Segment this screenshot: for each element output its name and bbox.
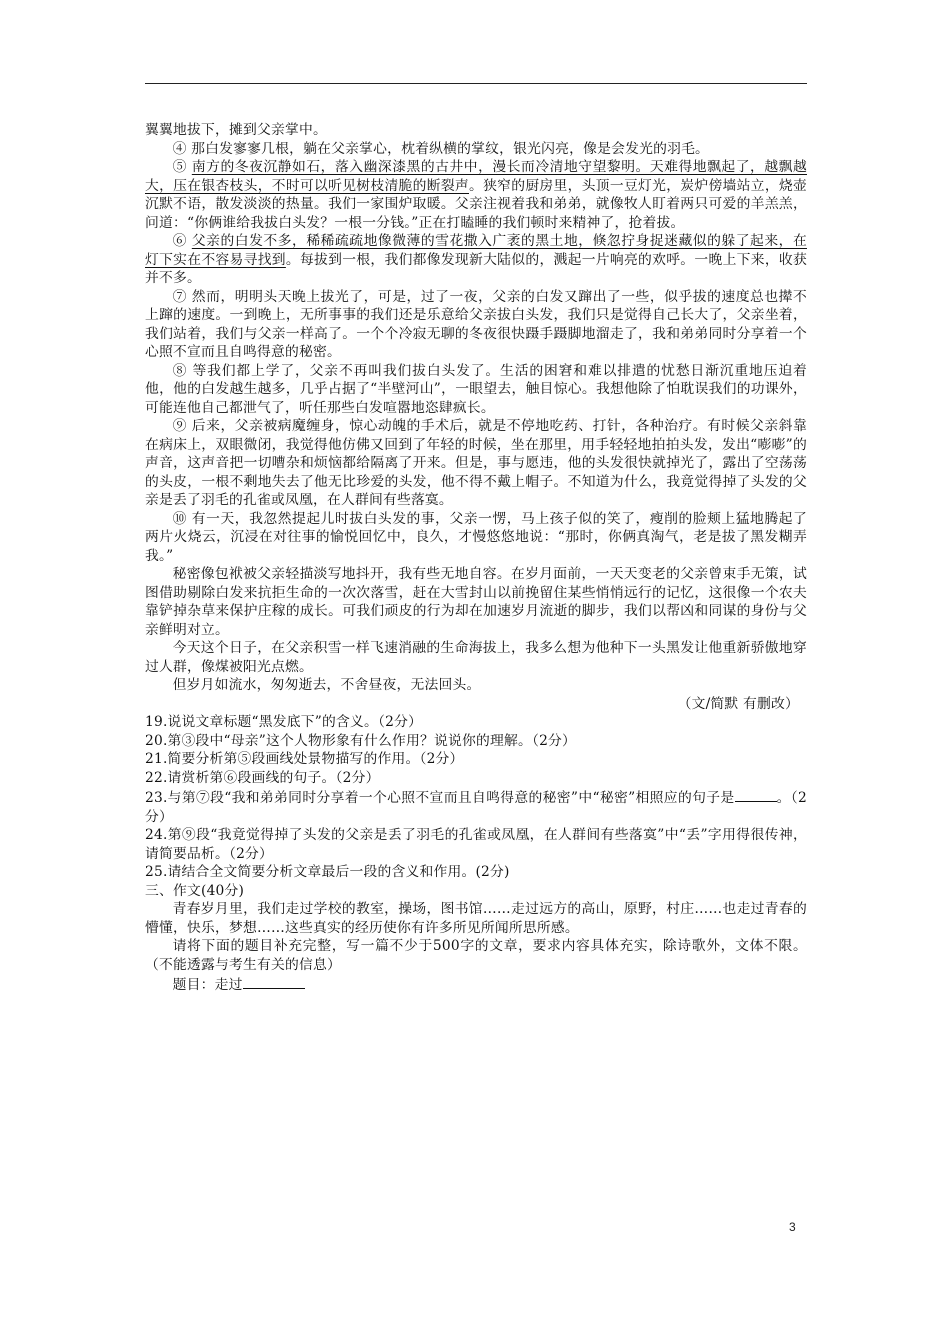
paragraph-text: 。每拔到一根，我们都像发现新大陆似的，溅起一片响亮的欢呼。一晚上下来，收获并不多。 bbox=[145, 251, 807, 286]
question-score: 。（2分） bbox=[145, 790, 807, 825]
passage-paragraph-12: 今天这个日子，在父亲积雪一样飞速消融的生命海拔上，我多么想为他种下一头黑发让他重新骄傲地穿过人群，像煤被阳光点燃。 bbox=[145, 640, 807, 675]
header-rule bbox=[145, 83, 807, 84]
page-number: 3 bbox=[789, 1220, 796, 1234]
question-24: 24.第⑨段“我竟觉得掉了头发的父亲是丢了羽毛的孔雀或凤凰，在人群间有些落寞”中“丢”字用得很传神，请简要品析。（2分） bbox=[145, 827, 807, 862]
passage-paragraph-8: ⑧ 等我们都上学了，父亲不再叫我们拔白头发了。生活的困窘和难以排遣的忧愁日渐沉重地压迫着他，他的白发越生越多，几乎占据了“半壁河山”，一眼望去，触目惊心。我想他除了怕耽误我们的功课外，可能连他自己都泄气了，听任那些白发喧嚣地恣肆疯长。 bbox=[145, 362, 807, 416]
passage-paragraph-11: 秘密像包袱被父亲轻描淡写地抖开，我有些无地自容。在岁月面前，一天天变老的父亲曾束手无策，试图借助剔除白发来抗拒生命的一次次落雪，赶在大雪封山以前挽留住某些悄悄远行的记忆，这很像一个农夫靠铲掉杂草来保护庄稼的成长。可我们顽皮的行为却在加速岁月流逝的脚步，我们以帮凶和同谋的身份与父亲鲜明对立。 bbox=[145, 566, 807, 638]
passage-paragraph-6 bbox=[145, 232, 807, 288]
question-22: 22.请赏析第⑥段画线的句子。（2分） bbox=[145, 769, 380, 786]
paragraph-number: ⑥ bbox=[172, 233, 192, 249]
question-19: 19.说说文章标题“黑发底下”的含义。（2分） bbox=[145, 714, 423, 730]
question-23 bbox=[145, 787, 807, 826]
composition-requirements: 请将下面的题目补充完整，写一篇不少于500字的文章，要求内容具体充实，除诗歌外，文体不限。（不能透露与考生有关的信息） bbox=[145, 938, 807, 973]
question-text: 23.与第⑦段“我和弟弟同时分享着一个心照不宣而且自鸣得意的秘密”中“秘密”相照应的句子是 bbox=[145, 790, 735, 806]
question-20: 20.第③段中“母亲”这个人物形象有什么作用？说说你的理解。（2分） bbox=[145, 732, 577, 749]
composition-title bbox=[145, 974, 807, 995]
title-blank bbox=[243, 974, 305, 989]
passage-paragraph-9: ⑨ 后来，父亲被病魔缠身，惊心动魄的手术后，就是不停地吃药、打针，各种治疗。有时候父亲斜靠在病床上，双眼微闭，我觉得他仿佛又回到了年轻的时候，坐在那里，用手轻轻地拍拍头发，发出“嘭嘭”的声音，这声音把一切嘈杂和烦恼都给隔离了开来。但是，事与愿违，他的头发很快就掉光了，露出了空荡荡的头皮，一根不剩地失去了他无比珍爱的头发，他不得不戴上帽子。不知道为什么，我竟觉得掉了头发的父亲是丢了羽毛的孔雀或凤凰，在人群间有些落寞。 bbox=[145, 418, 807, 508]
passage-paragraph-10: ⑩ 有一天，我忽然提起儿时拔白头发的事，父亲一愣，马上孩子似的笑了，瘦削的脸颊上猛地腾起了两片火烧云，沉浸在对往事的愉悦回忆中，良久，才慢悠悠地说：“那时，你俩真淘气，老是拔了黑发糊弄我。” bbox=[145, 510, 807, 564]
underlined-sentence: 南方的冬夜沉静如石，落入幽深漆黑的古井中，漫长而冷清地守望黎明。天难得地飘起了，越飘越大，压在银杏枝头，不时可以听见树枝清脆的断裂声 bbox=[145, 159, 807, 194]
title-label: 题目：走过 bbox=[172, 977, 243, 993]
passage-source: （文/简默 有删改） bbox=[677, 695, 799, 712]
question-25: 25.请结合全文简要分析文章最后一段的含义和作用。(2分) bbox=[145, 864, 510, 880]
paragraph-text: 。狭窄的厨房里，头顶一豆灯光，炭炉傍墙站立，烧壶沉默不语，散发淡淡的热量。我们一家围炉取暖。父亲注视着我和弟弟，就像牧人盯着两只可爱的羊羔羔，问道：“你俩谁给我拔白头发？一根一分钱。”正在打瞌睡的我们顿时来精神了，抢着拔。 bbox=[145, 177, 807, 231]
answer-blank bbox=[735, 787, 777, 802]
passage-paragraph-13: 但岁月如流水，匆匆逝去，不舍昼夜，无法回头。 bbox=[172, 677, 481, 693]
document-body bbox=[145, 121, 807, 995]
passage-paragraph-5 bbox=[145, 158, 807, 232]
passage-paragraph-4: ④ 那白发寥寥几根，躺在父亲掌心，枕着纵横的掌纹，银光闪亮，像是会发光的羽毛。 bbox=[172, 140, 710, 157]
question-21: 21.简要分析第⑤段画线处景物描写的作用。（2分） bbox=[145, 751, 464, 767]
underlined-sentence: 父亲的白发不多，稀稀疏疏地像微薄的雪花撒入广袤的黑土地，倏忽拧身捉迷藏似的躲了起来，在灯下实在不容易寻找到 bbox=[145, 233, 807, 268]
passage-paragraph-7: ⑦ 然而，明明头天晚上拔光了，可是，过了一夜，父亲的白发又蹿出了一些，似乎拔的速度总也撵不上蹿的速度。一到晚上，无所事事的我们还是乐意给父亲拔白头发，我们只是觉得自己长大了，父亲坐着，我们站着，我们与父亲一样高了。一个个冷寂无聊的冬夜很快蹑手蹑脚地溜走了，我和弟弟同时分享着一个心照不宣而且自鸣得意的秘密。 bbox=[145, 288, 807, 360]
paragraph-number: ⑤ bbox=[172, 159, 192, 175]
composition-intro: 青春岁月里，我们走过学校的教室，操场，图书馆……走过远方的高山，原野，村庄……也走过青春的懵懂，快乐，梦想……这些真实的经历使你有许多所见所闻所思所感。 bbox=[145, 901, 807, 936]
composition-heading: 三、作文(40分) bbox=[145, 882, 245, 899]
passage-paragraph-continued: 翼翼地拔下，摊到父亲掌中。 bbox=[145, 122, 327, 138]
